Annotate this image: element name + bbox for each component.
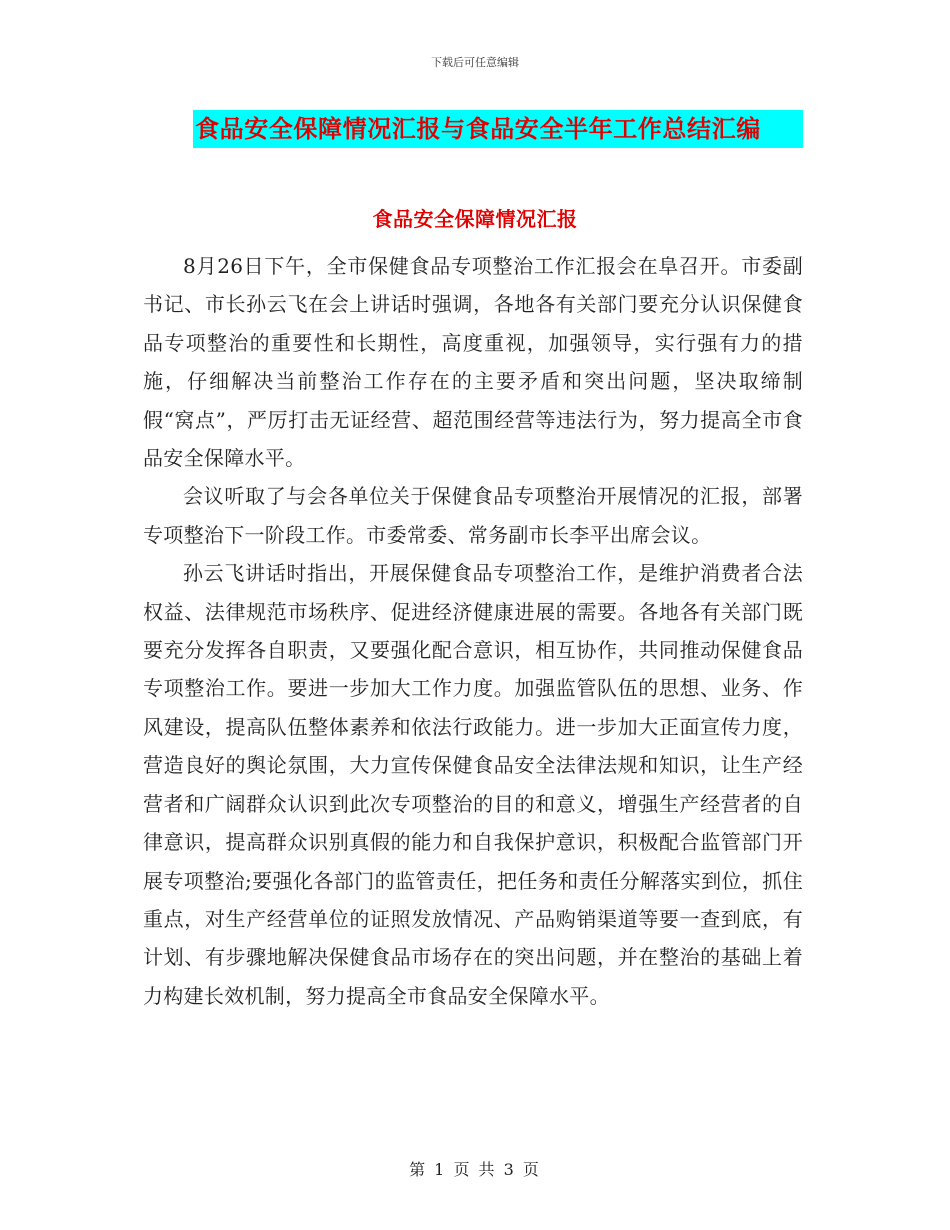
paragraph: 会议听取了与会各单位关于保健食品专项整治开展情况的汇报，部署专项整治下一阶段工作。市委常委、常务副市长李平出席会议。 [143, 484, 803, 547]
paragraph: 孙云飞讲话时指出，开展保健食品专项整治工作，是维护消费者合法权益、法律规范市场秩序、促进经济健康进展的需要。各地各有关部门既要充分发挥各自职责，又要强化配合意识，相互协作，共同推动保健食品专项整治工作。要进一步加大工作力度。加强监管队伍的思想、业务、作风建设，提高队伍整体素养和依法行政能力。进一步加大正面宣传力度，营造良好的舆论氛围，大力宣传保健食品安全法律法规和知识，让生产经营者和广阔群众认识到此次专项整治的目的和意义，增强生产经营者的自律意识，提高群众识别真假的能力和自我保护意识，积极配合监管部门开展专项整治;要强化各部门的监管责任，把任务和责任分解落实到位，抓住重点，对生产经营单位的证照发放情况、产品购销渠道等要一查到底，有计划、有步骤地解决保健食品市场存在的突出问题，并在整治的基础上着力构建长效机制，努力提高全市食品安全保障水平。 [143, 561, 803, 1008]
paragraph: 8月26日下午，全市保健食品专项整治工作汇报会在阜召开。市委副书记、市长孙云飞在会上讲话时强调，各地各有关部门要充分认识保健食品专项整治的重要性和长期性，高度重视，加强领导，实行强有力的措施，仔细解决当前整治工作存在的主要矛盾和突出问题，坚决取缔制假“窝点”，严厉打击无证经营、超范围经营等违法行为，努力提高全市食品安全保障水平。 [143, 254, 803, 471]
page-indicator: 第 1 页 共 3 页 [409, 1160, 541, 1179]
section-title: 食品安全保障情况汇报 [372, 207, 578, 231]
header-note: 下载后可任意编辑 [431, 56, 519, 69]
document-body [143, 247, 803, 1015]
document-title-highlight [193, 110, 803, 148]
document-title: 食品安全保障情况汇报与食品安全半年工作总结汇编 [195, 115, 761, 143]
